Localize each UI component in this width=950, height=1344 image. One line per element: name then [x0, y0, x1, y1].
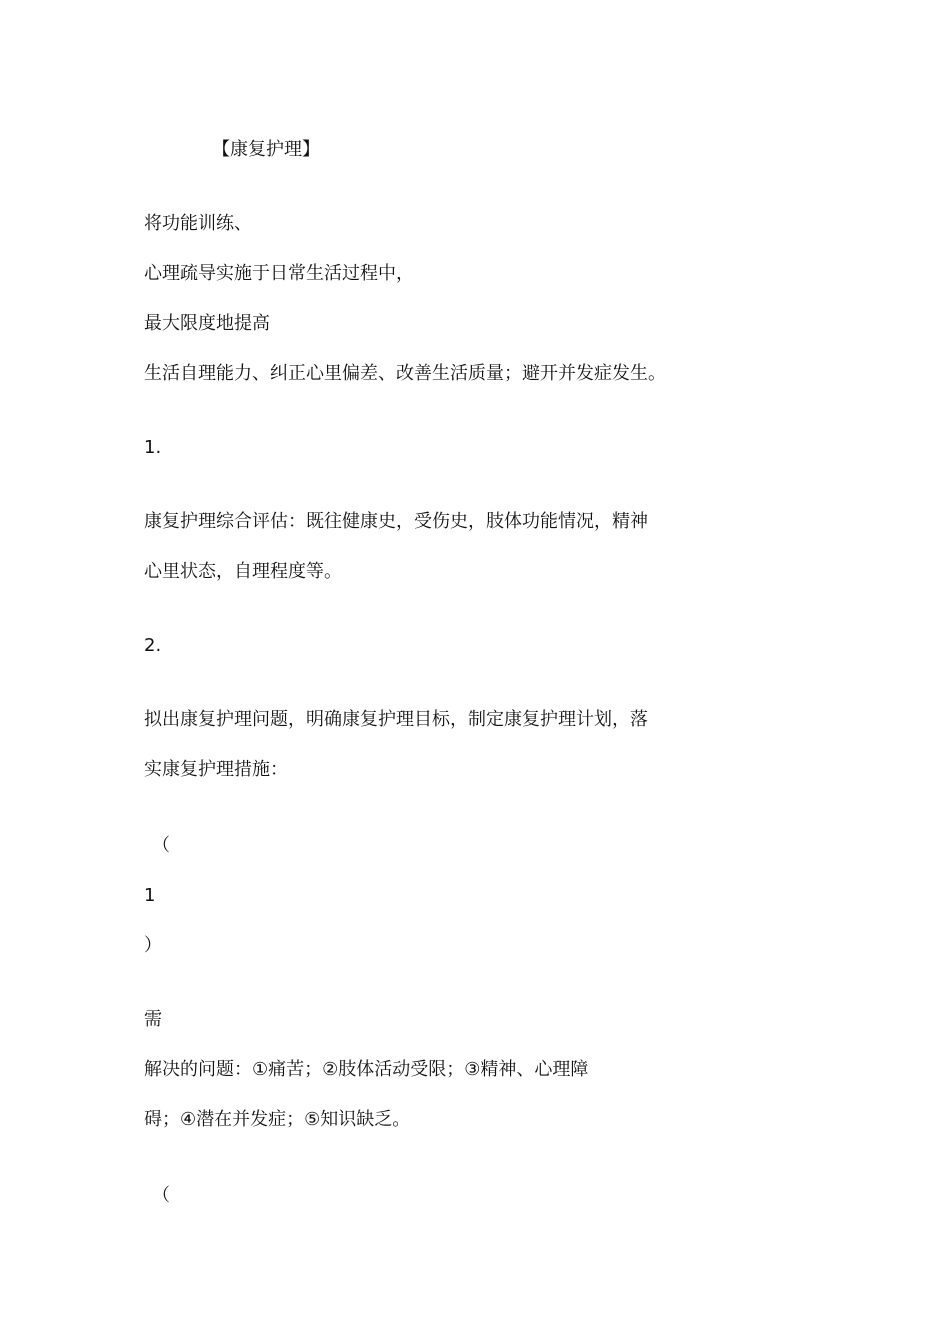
item-1-line-1: 康复护理综合评估：既往健康史，受伤史，肢体功能情况，精神 [144, 511, 648, 532]
sub-1-close-paren: ） [144, 935, 162, 956]
intro-line-1: 将功能训练、 [144, 213, 252, 234]
sub-1-line-2: 解决的问题：①痛苦；②肢体活动受限；③精神、心理障 [144, 1059, 589, 1080]
intro-line-2: 心理疏导实施于日常生活过程中， [144, 263, 414, 284]
intro-line-3: 最大限度地提高 [144, 313, 270, 334]
item-2-line-1: 拟出康复护理问题，明确康复护理目标，制定康复护理计划，落 [144, 709, 648, 730]
sub-1-line-1: 需 [144, 1009, 162, 1030]
sub-1-number: 1 [144, 885, 156, 906]
sub-2-open-paren: （ [152, 1185, 170, 1206]
item-1-number: 1. [144, 437, 162, 458]
item-2-line-2: 实康复护理措施： [144, 759, 288, 780]
item-2-number: 2. [144, 635, 162, 656]
sub-1-line-3: 碍；④潜在并发症；⑤知识缺乏。 [144, 1109, 411, 1130]
intro-line-4: 生活自理能力、纠正心里偏差、改善生活质量；避开并发症发生。 [144, 363, 666, 384]
sub-1-open-paren: （ [152, 835, 170, 856]
section-title: 【康复护理】 [212, 139, 320, 160]
item-1-line-2: 心里状态，自理程度等。 [144, 561, 342, 582]
